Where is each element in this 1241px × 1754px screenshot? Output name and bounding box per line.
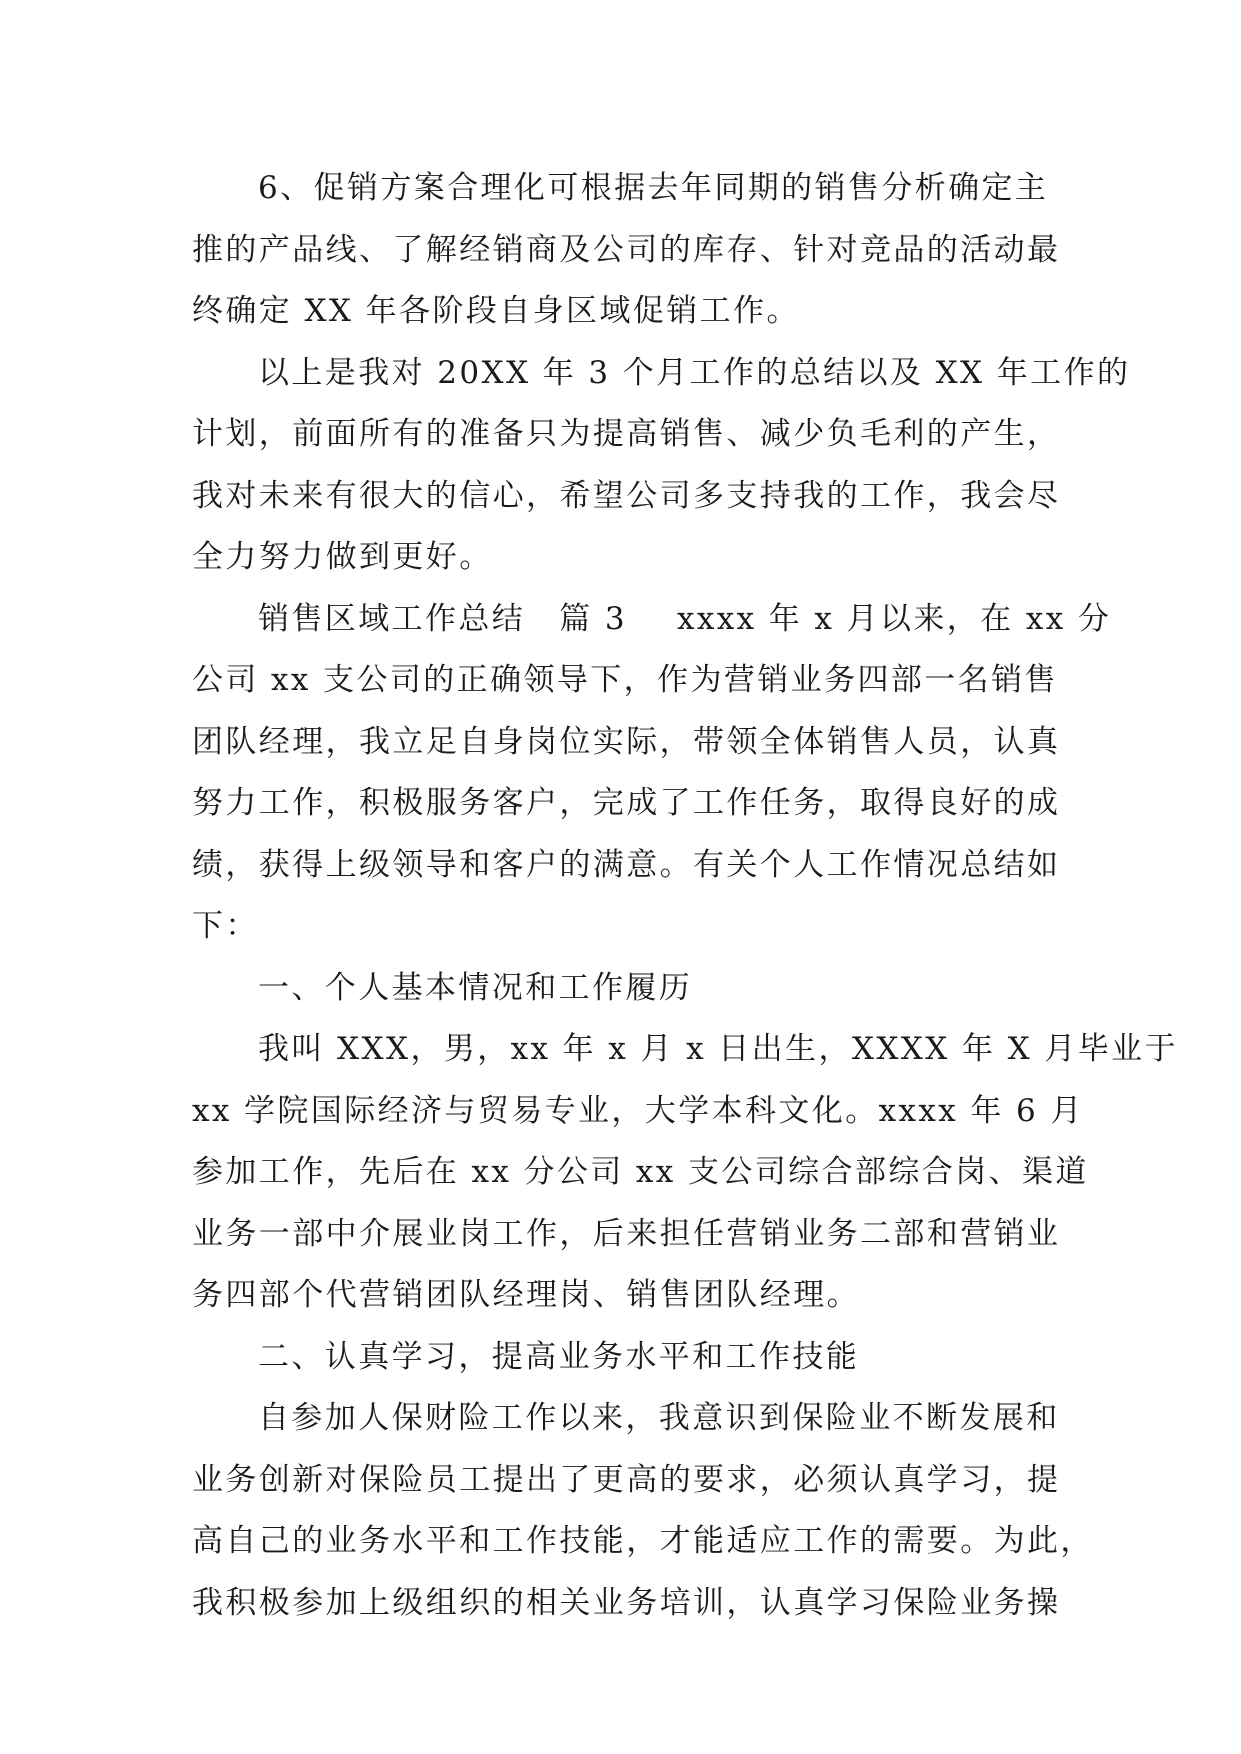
- paragraph-personal-info: [192, 1019, 1178, 1327]
- text-line: 终确定 XX 年各阶段自身区域促销工作。: [192, 293, 800, 329]
- text-line: 我叫 XXX，男，xx 年 x 月 x 日出生，XXXX 年 X 月毕业于: [258, 1031, 1178, 1067]
- section-heading-learning: 二、认真学习，提高业务水平和工作技能: [258, 1338, 860, 1375]
- text-fragment: xxxx 年 x 月以来，在 xx 分: [676, 600, 1112, 637]
- text-line: 推的产品线、了解经销商及公司的库存、针对竞品的活动最: [192, 231, 1061, 268]
- paragraph-section-3-intro: [192, 589, 1112, 958]
- text-line: 自参加人保财险工作以来，我意识到保险业不断发展和: [258, 1400, 1060, 1436]
- text-line: 下：: [192, 908, 259, 944]
- text-line: 务四部个代营销团队经理岗、销售团队经理。: [192, 1277, 860, 1313]
- text-line: 高自己的业务水平和工作技能，才能适应工作的需要。为此，: [192, 1523, 1094, 1559]
- text-line: 业务创新对保险员工提出了更高的要求，必须认真学习，提: [192, 1461, 1061, 1498]
- text-line: 以上是我对 20XX 年 3 个月工作的总结以及 XX 年工作的: [258, 354, 1131, 391]
- text-line: [192, 589, 1112, 651]
- text-line: 绩，获得上级领导和客户的满意。有关个人工作情况总结如: [192, 846, 1061, 883]
- section-heading-personal-info: 一、个人基本情况和工作履历: [258, 969, 693, 1006]
- text-line: 全力努力做到更好。: [192, 539, 493, 575]
- document-body: [192, 158, 1178, 1634]
- text-line: 6、促销方案合理化可根据去年同期的销售分析确定主: [258, 170, 1049, 206]
- article-section-number: 篇 3: [559, 600, 627, 637]
- text-line: 我积极参加上级组织的相关业务培训，认真学习保险业务操: [192, 1584, 1061, 1621]
- article-title: 销售区域工作总结: [258, 600, 526, 637]
- paragraph-promotion-plan: [192, 158, 1061, 343]
- text-line: 参加工作，先后在 xx 分公司 xx 支公司综合部综合岗、渠道: [192, 1154, 1089, 1190]
- text-line: 团队经理，我立足自身岗位实际，带领全体销售人员，认真: [192, 723, 1061, 760]
- paragraph-learning: [192, 1388, 1094, 1634]
- text-line: 公司 xx 支公司的正确领导下，作为营销业务四部一名销售: [192, 662, 1058, 698]
- text-line: 我对未来有很大的信心，希望公司多支持我的工作，我会尽: [192, 477, 1061, 514]
- text-line: 业务一部中介展业岗工作，后来担任营销业务二部和营销业: [192, 1215, 1061, 1252]
- paragraph-summary-conclusion: [192, 343, 1131, 589]
- text-line: xx 学院国际经济与贸易专业，大学本科文化。xxxx 年 6 月: [192, 1092, 1084, 1129]
- text-line: 计划，前面所有的准备只为提高销售、减少负毛利的产生，: [192, 416, 1061, 452]
- text-line: 努力工作，积极服务客户，完成了工作任务，取得良好的成: [192, 785, 1061, 821]
